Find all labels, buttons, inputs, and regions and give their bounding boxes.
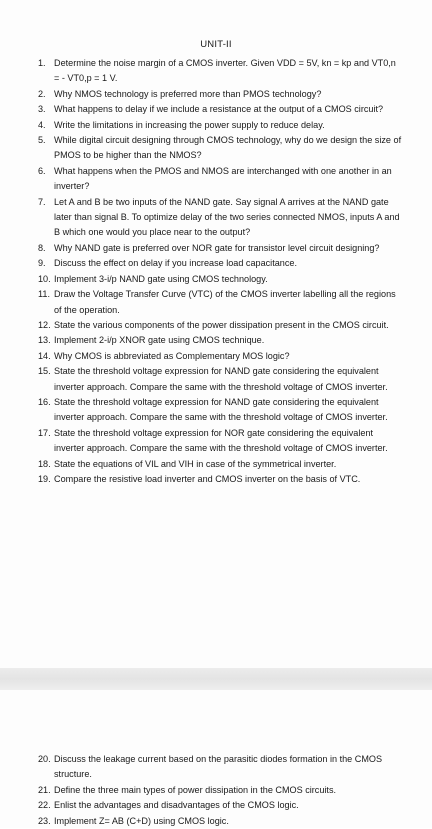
question-number: 12.	[38, 319, 51, 330]
question-text: Let A and B be two inputs of the NAND gate. Say signal A arrives at the NAND gate later than signal B. To optimize delay of the two series connected NMOS, inputs A and B which one would you place near to the output?	[54, 196, 400, 238]
question-text: State the various components of the power dissipation present in the CMOS circuit.	[54, 319, 389, 330]
question-text: Implement 3-i/p NAND gate using CMOS technology.	[54, 273, 268, 284]
question-text: State the threshold voltage expression for NAND gate considering the equivalent inverter approach. Compare the same with the threshold voltage of CMOS inverter.	[54, 396, 388, 423]
question-item	[38, 752, 402, 783]
question-list-page-2	[38, 752, 402, 829]
question-number: 9.	[38, 258, 46, 269]
question-number: 6.	[38, 165, 46, 176]
question-number: 22.	[38, 800, 51, 811]
question-item	[38, 395, 402, 426]
question-item	[38, 349, 402, 364]
question-item	[38, 457, 402, 472]
question-item	[38, 783, 402, 798]
question-text: Why NMOS technology is preferred more than PMOS technology?	[54, 88, 322, 99]
question-item	[38, 318, 402, 333]
question-number: 18.	[38, 458, 51, 469]
question-text: Discuss the leakage current based on the parasitic diodes formation in the CMOS structure.	[54, 754, 383, 780]
question-number: 15.	[38, 366, 51, 377]
question-item	[38, 102, 402, 117]
question-number: 13.	[38, 335, 51, 346]
question-text: Draw the Voltage Transfer Curve (VTC) of the CMOS inverter labelling all the regions of the operation.	[54, 289, 396, 315]
question-item	[38, 195, 402, 241]
question-number: 16.	[38, 396, 51, 407]
question-text: Why NAND gate is preferred over NOR gate for transistor level circuit designing?	[54, 242, 380, 253]
question-item	[38, 118, 402, 133]
question-text: State the threshold voltage expression for NAND gate considering the equivalent inverter approach. Compare the same with the threshold voltage of CMOS inverter.	[54, 366, 388, 392]
question-number: 17.	[38, 427, 51, 438]
question-text: Write the limitations in increasing the power supply to reduce delay.	[54, 119, 325, 130]
question-number: 1.	[38, 58, 46, 68]
question-text: Compare the resistive load inverter and CMOS inverter on the basis of VTC.	[54, 473, 361, 484]
question-text: Implement Z= AB (C+D) using CMOS logic.	[54, 815, 229, 826]
question-item	[38, 364, 402, 395]
question-item	[38, 333, 402, 348]
question-number: 8.	[38, 242, 46, 253]
question-item	[38, 56, 402, 87]
unit-title: UNIT-II	[200, 39, 232, 50]
question-text: Why CMOS is abbreviated as Complementary MOS logic?	[54, 350, 290, 361]
question-number: 19.	[38, 473, 51, 484]
question-text: Define the three main types of power dissipation in the CMOS circuits.	[54, 784, 337, 795]
question-text: Implement 2-i/p XNOR gate using CMOS technique.	[54, 335, 265, 346]
question-list-page-1	[38, 56, 402, 487]
document-page-2	[0, 690, 432, 828]
question-text: Enlist the advantages and disadvantages of the CMOS logic.	[54, 800, 299, 811]
question-item	[38, 798, 402, 813]
question-item	[38, 287, 402, 318]
question-number: 2.	[38, 88, 46, 99]
question-number: 5.	[38, 135, 46, 146]
question-text: State the equations of VIL and VIH in case of the symmetrical inverter.	[54, 458, 337, 469]
question-text: Determine the noise margin of a CMOS inverter. Given VDD = 5V, kn = kp and VT0,n = - VT0,p = 1 V.	[54, 58, 396, 84]
question-text: While digital circuit designing through CMOS technology, why do we design the size of PMOS to be higher than the NMOS?	[54, 135, 402, 161]
question-text: State the threshold voltage expression for NOR gate considering the equivalent inverter approach. Compare the same with the threshold voltage of CMOS inverter.	[54, 427, 388, 454]
question-number: 11.	[38, 289, 50, 300]
question-item	[38, 472, 402, 487]
question-item	[38, 87, 402, 102]
question-item	[38, 133, 402, 164]
question-number: 23.	[38, 815, 51, 826]
question-item	[38, 426, 402, 457]
question-text: What happens when the PMOS and NMOS are interchanged with one another in an inverter?	[54, 165, 392, 192]
question-number: 14.	[38, 350, 51, 361]
question-item	[38, 241, 402, 256]
question-text: What happens to delay if we include a resistance at the output of a CMOS circuit?	[54, 104, 384, 115]
page-separator	[0, 668, 432, 690]
question-item	[38, 272, 402, 287]
question-number: 20.	[38, 754, 51, 764]
question-number: 7.	[38, 196, 46, 207]
question-text: Discuss the effect on delay if you increase load capacitance.	[54, 258, 297, 269]
question-number: 21.	[38, 784, 51, 795]
question-number: 3.	[38, 104, 46, 115]
question-item	[38, 814, 402, 829]
question-item	[38, 164, 402, 195]
question-number: 4.	[38, 119, 46, 130]
question-item	[38, 256, 402, 271]
question-number: 10.	[38, 273, 51, 284]
